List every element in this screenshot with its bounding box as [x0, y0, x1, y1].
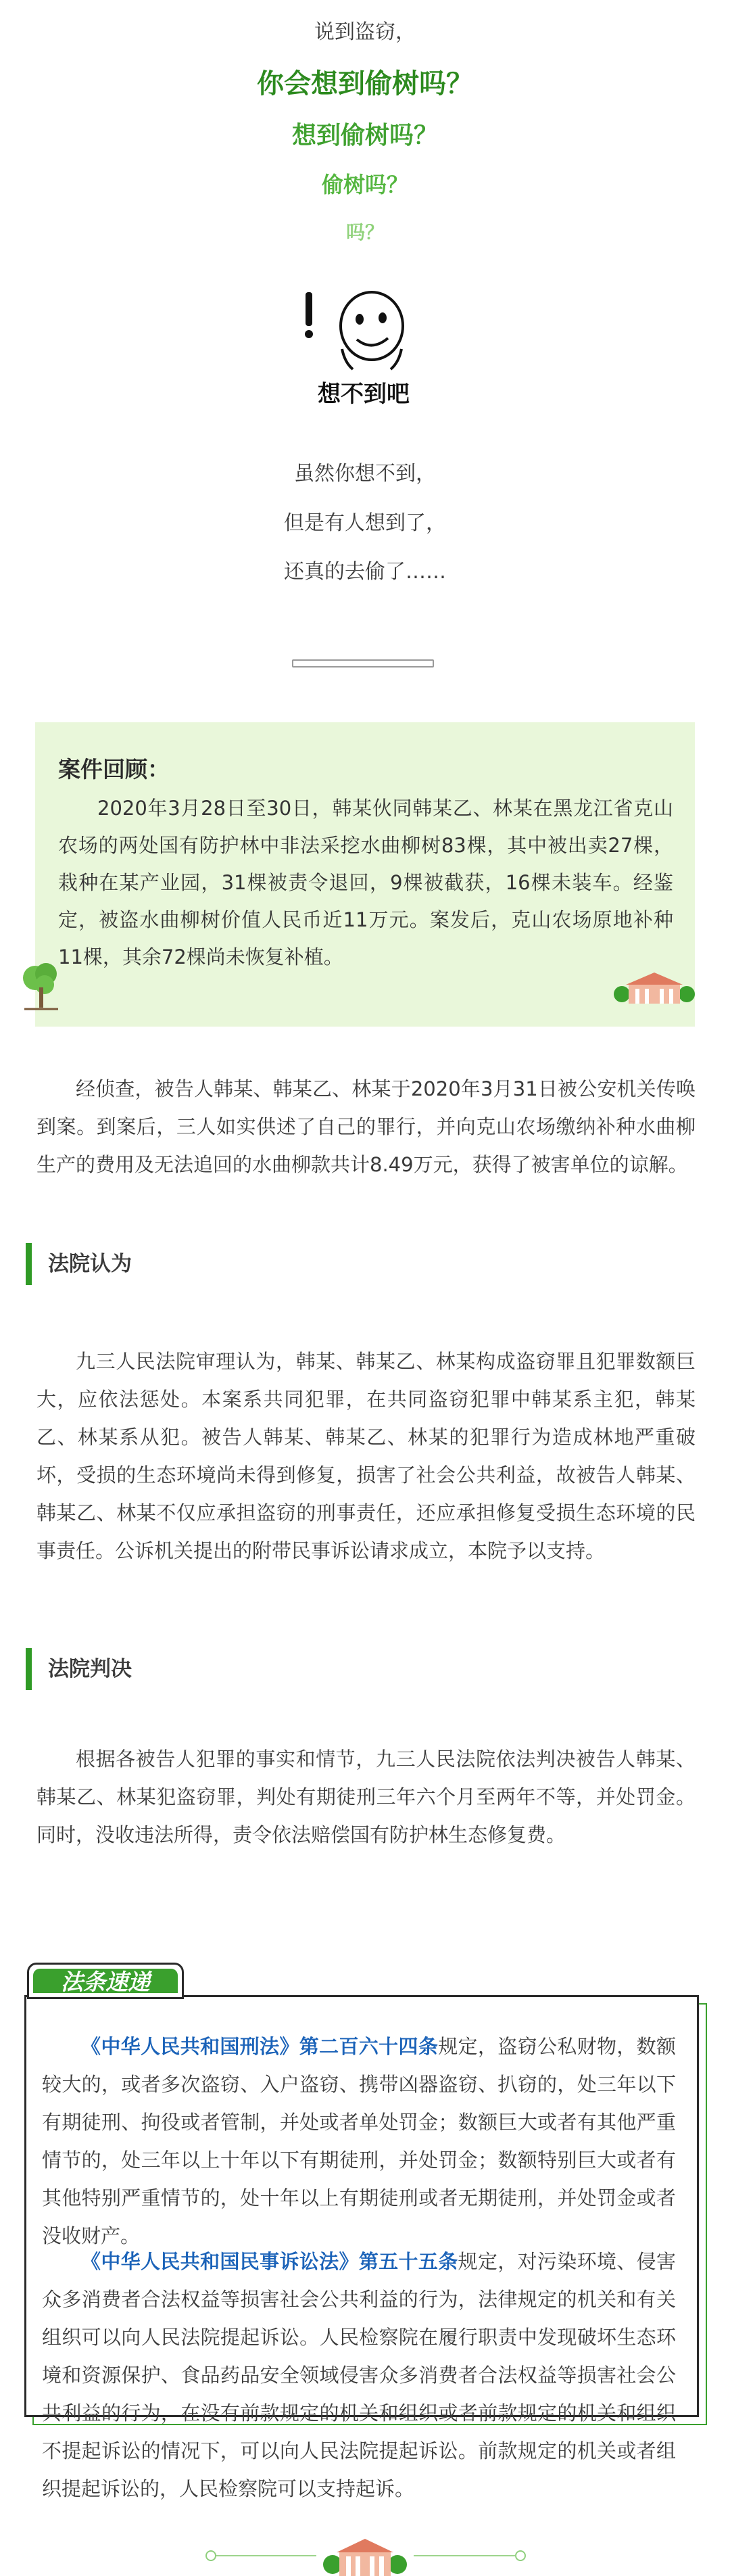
intro-after-line-3: 还真的去偷了…… [284, 560, 446, 584]
law-text-criminal: 规定，盗窃公私财物，数额较大的，或者多次盗窃、入户盗窃、携带凶器盗窃、扒窃的，处三年以下有期徒刑、拘役或者管制，并处或者单处罚金；数额巨大或者有其他严重情节的，处三年以上十年以下有期徒刑，并处罚金；数额特别巨大或者有其他特别严重情节的，处十年以上有期徒刑或者无期徒刑，并处罚金或者没收财产。 [42, 2035, 676, 2247]
section-divider [292, 659, 434, 668]
case-review-text: 2020年3月28日至30日，韩某伙同韩某乙、林某在黑龙江省克山农场的两处国有防护林中非法采挖水曲柳树83棵，其中被出卖27棵，栽种在某产业园，31棵被责令退回，9棵被截获，16棵未装车。经鉴定，被盗水曲柳树价值人民币近11万元。案发后，克山农场原地补种11棵，其余72棵尚未恢复补植。 [58, 797, 673, 968]
meme-caption: 想不到吧 [318, 381, 410, 408]
law-ref-criminal: 《中华人民共和国刑法》第二百六十四条 [81, 2035, 439, 2058]
law-box-tab [27, 1963, 184, 1999]
court-judgment-heading: 法院判决 [26, 1648, 132, 1690]
courthouse-icon [614, 970, 695, 1004]
law-text-civil: 规定，对污染环境、侵害众多消费者合法权益等损害社会公共利益的行为，法律规定的机关和有关组织可以向人民法院提起诉讼。人民检察院在履行职责中发现破坏生态环境和资源保护、食品药品安全领域侵害众多消费者合法权益等损害社会公共利益的行为，在没有前款规定的机关和组织或者前款规定的机关和组织不提起诉讼的情况下，可以向人民法院提起诉讼。前款规定的机关或者组织提起诉讼的，人民检察院可以支持起诉。 [42, 2250, 676, 2500]
footer-courthouse-icon [323, 2535, 407, 2576]
court-judgment-text: 根据各被告人犯罪的事实和情节，九三人民法院依法判决被告人韩某、韩某乙、林某犯盗窃罪，判处有期徒刑三年六个月至两年不等，并处罚金。同时，没收违法所得，责令依法赔偿国有防护林生态修复费。 [36, 1748, 696, 1846]
footer-line-right [414, 2555, 515, 2556]
intro-line-1: 说到盗窃， [314, 20, 416, 44]
law-article-criminal [42, 2028, 676, 2255]
court-opinion-text: 九三人民法院审理认为，韩某、韩某乙、林某构成盗窃罪且犯罪数额巨大，应依法惩处。本案系共同犯罪，在共同盗窃犯罪中韩某系主犯，韩某乙、林某系从犯。被告人韩某、韩某乙、林某的犯罪行为造成林地严重破坏，受损的生态环境尚未得到修复，损害了社会公共利益，故被告人韩某、韩某乙、林某不仅应承担盗窃的刑事责任，还应承担修复受损生态环境的民事责任。公诉机关提出的附带民事诉讼请求成立，本院予以支持。 [36, 1350, 696, 1562]
investigation-paragraph: 经侦查，被告人韩某、韩某乙、林某于2020年3月31日被公安机关传唤到案。到案后，三人如实供述了自己的罪行，并向克山农场缴纳补种水曲柳生产的费用及无法追回的水曲柳款共计8.49万元，获得了被害单位的谅解。 [36, 1077, 696, 1176]
intro-line-4: 偷树吗？ [321, 172, 408, 197]
intro-after-line-2: 但是有人想到了， [284, 511, 446, 535]
intro-line-5: 吗？ [345, 221, 384, 243]
footer-line-left [215, 2555, 316, 2556]
law-box-tab-label: 法条速递 [33, 1969, 178, 1993]
case-review-title: 案件回顾： [58, 756, 170, 782]
case-review-box [35, 722, 695, 1027]
tree-icon [18, 958, 65, 1012]
intro-line-2: 你会想到偷树吗？ [257, 68, 473, 99]
footer-dot-left [205, 2550, 216, 2561]
footer-dot-right [515, 2550, 526, 2561]
court-opinion-heading: 法院认为 [26, 1243, 132, 1285]
law-ref-civil: 《中华人民共和国民事诉讼法》第五十五条 [81, 2250, 458, 2273]
intro-after-line-1: 虽然你想不到， [294, 462, 436, 486]
intro-line-3: 想到偷树吗？ [291, 122, 438, 149]
law-article-civil [42, 2243, 676, 2508]
